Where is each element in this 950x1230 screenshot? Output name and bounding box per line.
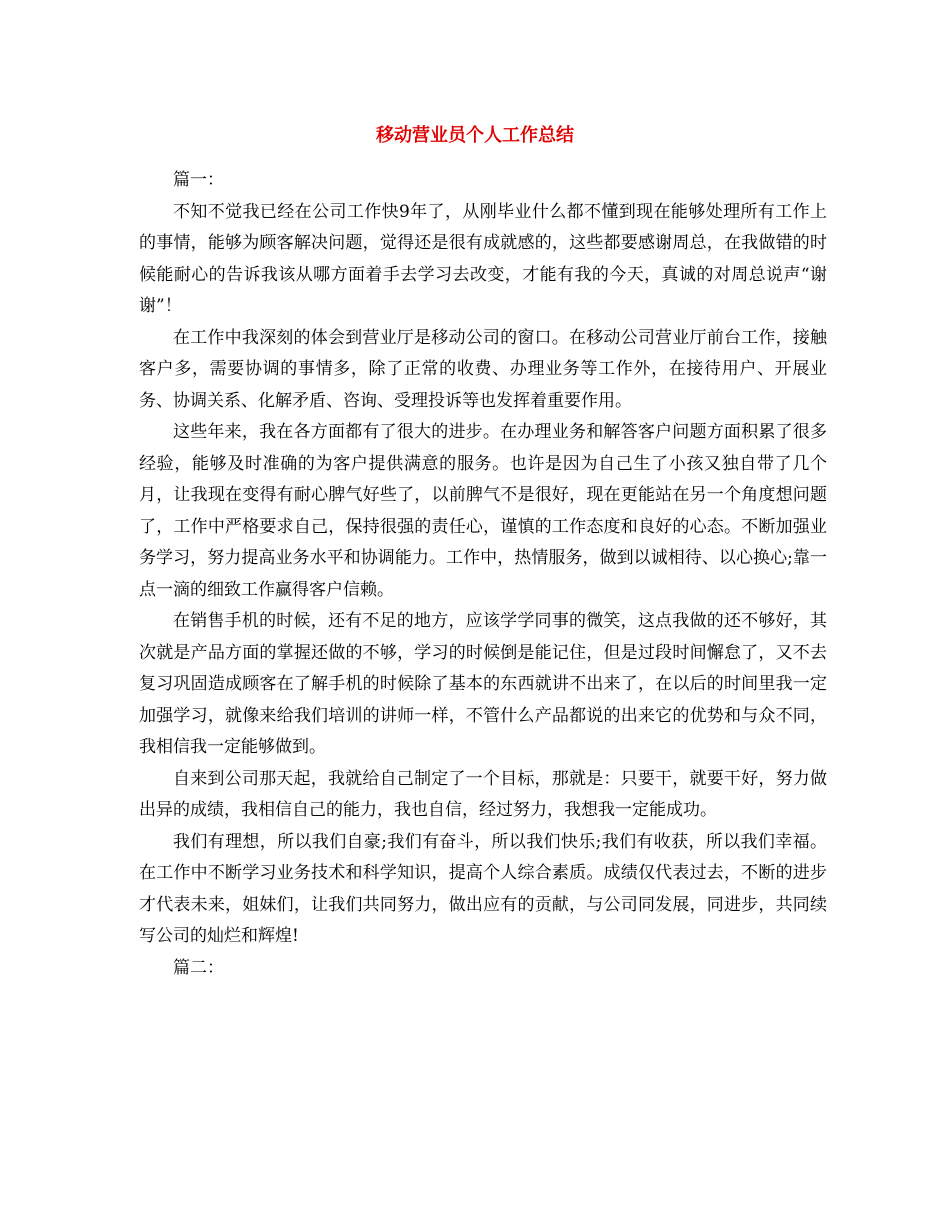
paragraph: 不知不觉我已经在公司工作快9年了，从刚毕业什么都不懂到现在能够处理所有工作上的事情，能够为顾客解决问题，觉得还是很有成就感的，这些都要感谢周总，在我做错的时候能耐心的告诉我该从哪方面着手去学习去改变，才能有我的今天，真诚的对周总说声“谢谢”！ xyxy=(139,201,827,316)
paragraph: 在工作中我深刻的体会到营业厅是移动公司的窗口。在移动公司营业厅前台工作，接触客户多，需要协调的事情多，除了正常的收费、办理业务等工作外，在接待用户、开展业务、协调关系、化解矛盾、咨询、受理投诉等也发挥着重要作用。 xyxy=(139,327,827,411)
paragraph: 自来到公司那天起，我就给自己制定了一个目标，那就是：只要干，就要干好，努力做出异的成绩，我相信自己的能力，我也自信，经过努力，我想我一定能成功。 xyxy=(139,768,827,820)
document-body xyxy=(139,165,827,984)
paragraph: 在销售手机的时候，还有不足的地方，应该学学同事的微笑，这点我做的还不够好，其次就是产品方面的掌握还做的不够，学习的时候倒是能记住，但是过段时间懈怠了，又不去复习巩固造成顾客在了解手机的时候除了基本的东西就讲不出来了，在以后的时间里我一定加强学习，就像来给我们培训的讲师一样，不管什么产品都说的出来它的优势和与众不同，我相信我一定能够做到。 xyxy=(139,611,827,757)
paragraph: 我们有理想，所以我们自豪;我们有奋斗，所以我们快乐;我们有收获，所以我们幸福。在工作中不断学习业务技术和科学知识，提高个人综合素质。成绩仅代表过去，不断的进步才代表未来，姐妹们，让我们共同努力，做出应有的贡献，与公司同发展，同进步，共同续写公司的灿烂和辉煌! xyxy=(139,831,827,946)
document-title: 移动营业员个人工作总结 xyxy=(376,125,574,146)
section-heading-2: 篇二： xyxy=(173,957,224,978)
section-heading-1: 篇一： xyxy=(173,170,224,190)
paragraph: 这些年来，我在各方面都有了很大的进步。在办理业务和解答客户问题方面积累了很多经验，能够及时准确的为客户提供满意的服务。也许是因为自己生了小孩又独自带了几个月，让我现在变得有耐心脾气好些了，以前脾气不是很好，现在更能站在另一个角度想问题了，工作中严格要求自己，保持很强的责任心，谨慎的工作态度和良好的心态。不断加强业务学习，努力提高业务水平和协调能力。工作中，热情服务，做到以诚相待、以心换心;靠一点一滴的细致工作赢得客户信赖。 xyxy=(139,422,827,600)
